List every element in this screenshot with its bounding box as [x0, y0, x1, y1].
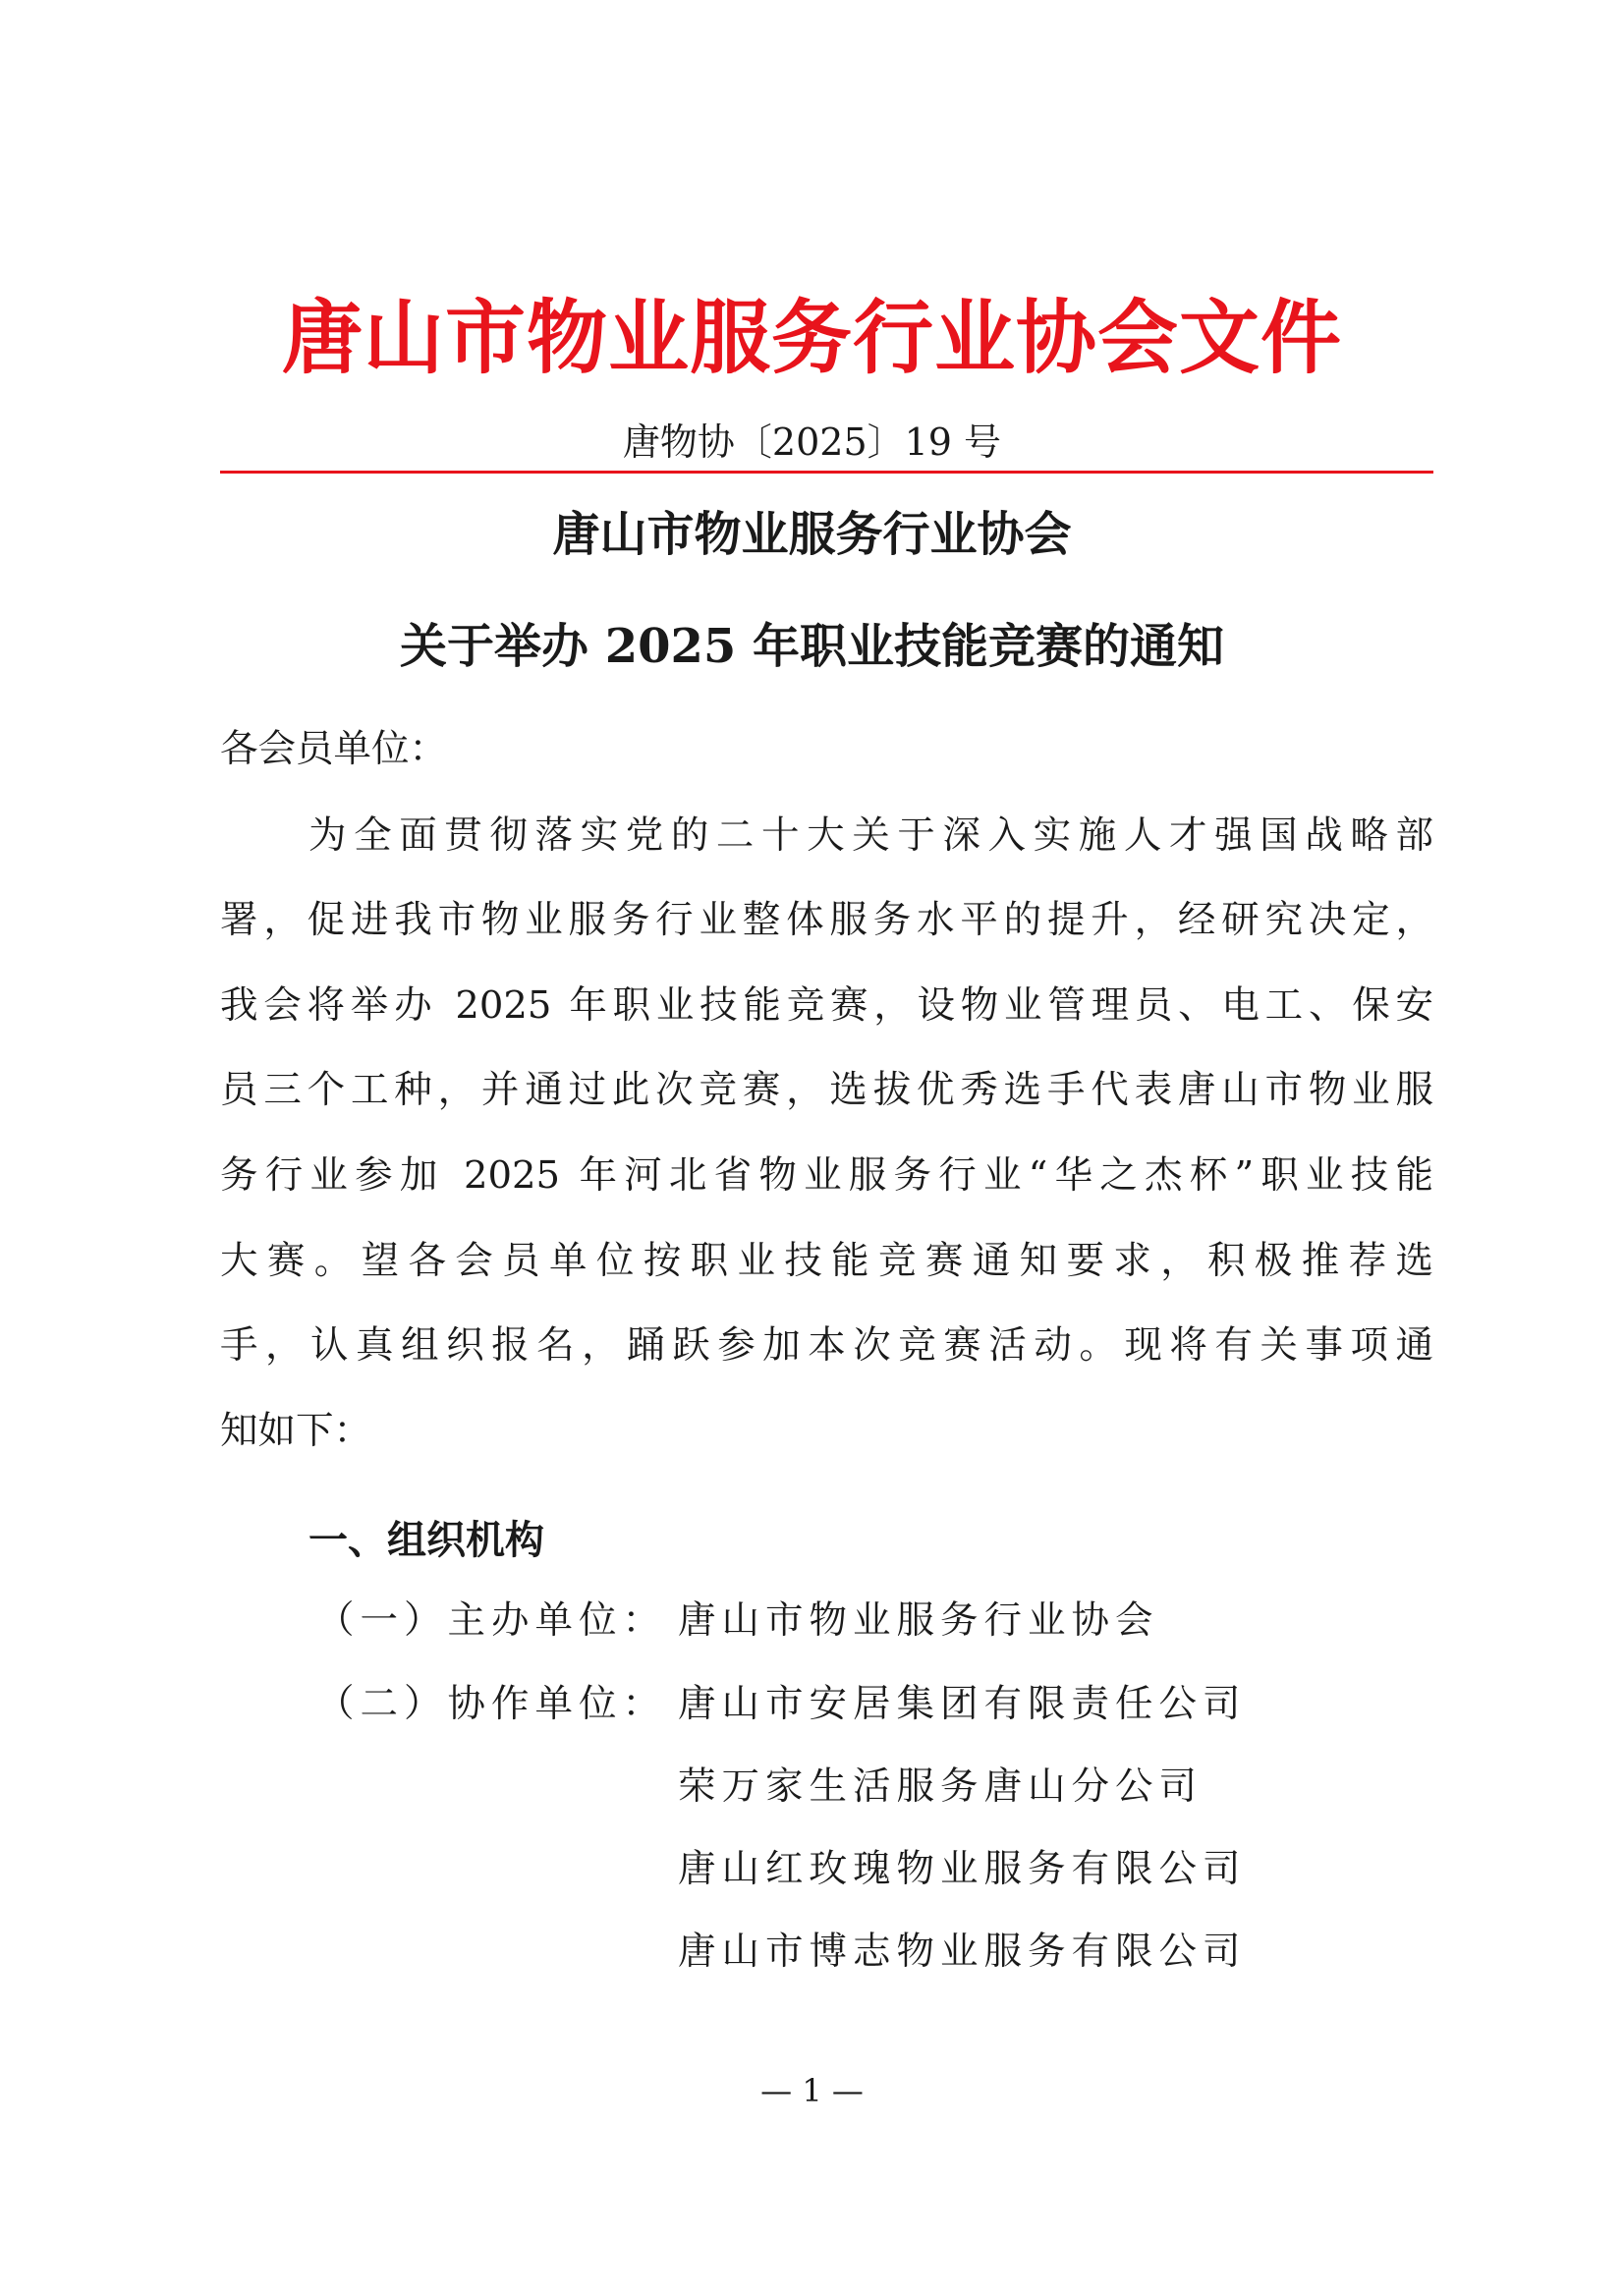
body-paragraph-line: 为全面贯彻落实党的二十大关于深入实施人才强国战略部: [308, 813, 1433, 858]
body-paragraph-line: 知如下：: [220, 1409, 372, 1453]
salutation: 各会员单位：: [220, 727, 448, 771]
page-number: — 1 —: [760, 2072, 864, 2109]
body-paragraph-line: 大赛。望各会员单位按职业技能竞赛通知要求，积极推荐选: [220, 1239, 1433, 1283]
cooperating-unit-label: （二）协作单位：: [316, 1682, 667, 1726]
cooperating-unit-value: 唐山市博志物业服务有限公司: [678, 1930, 1247, 1974]
cooperating-unit-value: 唐山红玫瑰物业服务有限公司: [678, 1847, 1247, 1891]
notice-title-line-2: 关于举办 2025 年职业技能竞赛的通知: [399, 619, 1225, 674]
body-paragraph-line: 员三个工种，并通过此次竞赛，选拔优秀选手代表唐山市物业服: [220, 1068, 1433, 1112]
body-paragraph-line: 务行业参加 2025 年河北省物业服务行业“华之杰杯”职业技能: [220, 1153, 1433, 1198]
section-heading-organization: 一、组织机构: [308, 1518, 544, 1563]
body-paragraph-line: 我会将举办 2025 年职业技能竞赛，设物业管理员、电工、保安: [220, 983, 1433, 1028]
cooperating-unit-value: 唐山市安居集团有限责任公司: [678, 1682, 1247, 1726]
body-paragraph-line: 署，促进我市物业服务行业整体服务水平的提升，经研究决定，: [220, 898, 1433, 942]
host-unit-label: （一）主办单位：: [316, 1598, 667, 1643]
host-unit-value: 唐山市物业服务行业协会: [678, 1598, 1159, 1643]
notice-title-line-1: 唐山市物业服务行业协会: [552, 507, 1072, 562]
document-number: 唐物协〔2025〕19 号: [622, 420, 1002, 464]
red-header-divider: [220, 471, 1433, 474]
body-paragraph-line: 手，认真组织报名，踊跃参加本次竞赛活动。现将有关事项通: [220, 1323, 1433, 1368]
document-header-title: 唐山市物业服务行业协会文件: [281, 292, 1342, 385]
cooperating-unit-value: 荣万家生活服务唐山分公司: [678, 1764, 1204, 1809]
